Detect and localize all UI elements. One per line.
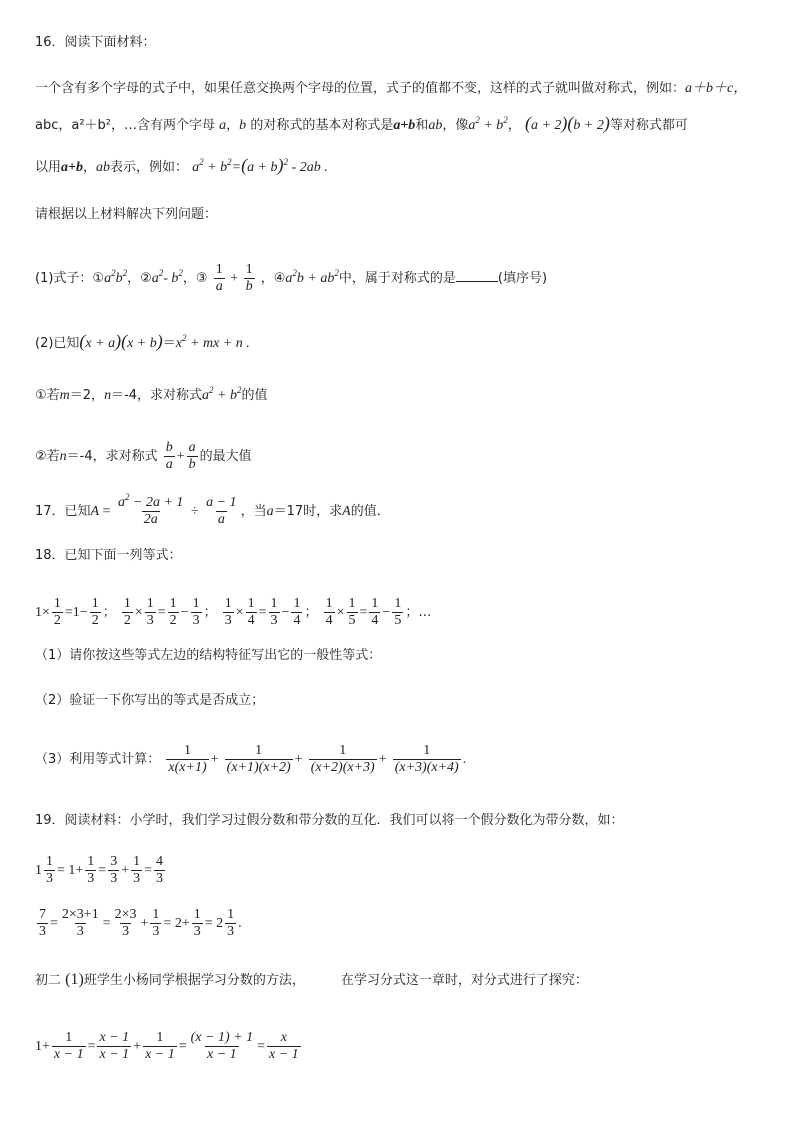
q16-p3-c: 表示，例如： xyxy=(110,160,189,175)
frac-sum-3: $\frac{1}{(x+2)(x+3)}$ xyxy=(310,743,375,775)
q17-d: 的值． xyxy=(350,504,390,519)
var-n-2: n xyxy=(59,449,67,464)
q16-p2-f: ， xyxy=(507,118,521,133)
q18-heading: 18．已知下面一列等式： xyxy=(35,548,182,563)
q16-part2-b: ＝ xyxy=(162,336,176,351)
q18-p3-label: （3）利用等式计算： xyxy=(35,752,161,767)
q16-part1-c: ，③ xyxy=(182,271,208,286)
q16-heading: 16．阅读下面材料： xyxy=(35,35,156,50)
q18-p1: （1）请你按这些等式左边的结构特征写出它的一般性等式： xyxy=(35,648,382,663)
q16-paragraph-line1 xyxy=(35,79,747,99)
expr-a2b-plus-ab2: $a^2b + ab^2$ xyxy=(285,268,339,286)
q19-heading: 19．阅读材料：小学时，我们学习过假分数和带分数的互化．我们可以将一个假分数化为带分数，如： xyxy=(35,813,624,828)
q16-sub2: ②若n＝-4，求对称式 $\frac{b}{a}$ + $\frac{a}{b}$ 的最大值 xyxy=(35,440,252,472)
q18-equations: 1× $\frac{1}{2}$ =1− $\frac{1}{2}$ ； $\frac{1}{2}$ × $\frac{1}{3}$ = $\frac{1}{2}$ − $\frac{1}{3}$ ； $\frac{1}{3}$ × $\frac{1}{4}$ = $\frac{1}{3}$ − $\frac{1}{4}$ ； $\frac{1}{4}$ × $\frac{1}{5}$ = $\frac{1}{4}$ − $\frac{1}{5}$ ；… xyxy=(35,596,432,628)
q18-p3: （3）利用等式计算： $\frac{1}{x(x+1)}$ + $\frac{1}{(x+1)(x+2)}$ + $\frac{1}{(x+2)(x+3)}$ + $\frac{1}{(x+3)(x+4)}$ . xyxy=(35,743,467,775)
frac-sum-1: $\frac{1}{x(x+1)}$ xyxy=(168,743,207,775)
q16-part1-b: ，② xyxy=(127,271,152,286)
var-a: a xyxy=(219,118,227,133)
expr-ab: ab xyxy=(428,118,443,133)
q17-b: ，当 xyxy=(240,504,267,519)
q16-p3-a: 以用 xyxy=(35,160,62,175)
q16-p2-g: 等对称式都可 xyxy=(609,118,688,133)
q17-c: ＝17时，求 xyxy=(273,504,343,519)
expr-ab-2: ab xyxy=(96,160,111,175)
q19-line-b: (1) xyxy=(65,971,84,988)
q16-sub1-c: ＝-4，求对称式 xyxy=(111,388,203,403)
example-identity: $a^2 + b^2=(a + b)^2 - 2ab$ . xyxy=(192,155,328,175)
q16-part2-a: (2)已知 xyxy=(35,336,80,351)
q16-p2-a: abc，a²＋b²，…含有两个字母 xyxy=(35,118,216,133)
q16-part1-f: (填序号) xyxy=(497,271,548,286)
q18-p2: （2）验证一下你写出的等式是否成立； xyxy=(35,693,265,708)
expr-a2-plus-b2: $a^2 + b^2$ xyxy=(468,115,508,133)
q19-line-c: 班学生小杨同学根据学习分数的方法， xyxy=(83,973,305,988)
frac-sum-2: $\frac{1}{(x+1)(x+2)}$ xyxy=(226,743,291,775)
frac-b-over-a: $\frac{b}{a}$ xyxy=(165,440,173,472)
q19-example1: 1 $\frac{1}{3}$ = 1+ $\frac{1}{3}$ = $\frac{3}{3}$ + $\frac{1}{3}$ = $\frac{4}{3}$ xyxy=(35,854,164,886)
frac-q17-1: $\frac{a^2 - 2a + 1}{2a}$ xyxy=(118,492,184,527)
q16-sub2-b: ＝-4，求对称式 xyxy=(66,449,158,464)
q16-p2-b: ， xyxy=(226,118,240,133)
frac-1-over-b: $\frac{1}{b}$ xyxy=(245,262,253,294)
expr-a2-plus-b2-sub1: $a^2 + b^2$ xyxy=(202,385,242,403)
q19-example2: $\frac{7}{3}$ = $\frac{2\times 3+1}{3}$ = $\frac{2\times 3}{3}$ + $\frac{1}{3}$ = 2+ $\frac{1}{3}$ = 2 $\frac{1}{3}$ . xyxy=(39,907,242,939)
q16-paragraph-line2 xyxy=(35,113,688,136)
q16-part1-a: (1)式子：① xyxy=(35,271,105,286)
expr-a2-minus-b2: $a^2-$ $b^2$ xyxy=(151,268,183,286)
q16-sub1-d: 的值 xyxy=(241,388,268,403)
var-A-2: A xyxy=(342,504,351,519)
q19-line-d: 在学习分式这一章时，对分式进行了探究： xyxy=(340,973,588,988)
frac-1-over-a: $\frac{1}{a}$ xyxy=(215,262,223,294)
q16-part1-d: ，④ xyxy=(260,271,286,286)
q16-p1-text: 一个含有多个字母的式子中，如果任意交换两个字母的位置，式子的值都不变，这样的式子就叫做对称式，例如： xyxy=(35,81,686,96)
q16-task-intro: 请根据以上材料解决下列问题： xyxy=(35,207,218,222)
q16-sub1 xyxy=(35,386,268,406)
expr-expanded: $x^2$ + mx + n . xyxy=(175,333,250,351)
q16-p2-d: 和 xyxy=(415,118,429,133)
var-m: m xyxy=(59,388,70,403)
q16-p1-expr: a＋b＋c， xyxy=(685,81,748,96)
var-a-q17: a xyxy=(266,504,274,519)
q16-part1-e: 中，属于对称式的是 xyxy=(338,271,456,286)
q16-sub2-c: 的最大值 xyxy=(199,449,252,464)
q16-paragraph-line3 xyxy=(35,155,328,178)
frac-q17-2: $\frac{a - 1}{a}$ xyxy=(206,495,237,527)
q17-a: 17．已知 xyxy=(35,504,91,519)
expr-a-plus-b-2: a+b xyxy=(61,160,83,175)
q19-example3: 1+ $\frac{1}{x - 1}$ = $\frac{x - 1}{x - 1}$ + $\frac{1}{x - 1}$ = $\frac{(x - 1) + 1}{x - 1}$ = $\frac{x}{x - 1}$ xyxy=(35,1030,299,1062)
answer-blank[interactable] xyxy=(456,269,498,282)
q18-ellipsis: ；… xyxy=(405,605,432,620)
expr-a-plus-b: a+b xyxy=(393,118,416,133)
q16-sub2-a: ②若 xyxy=(35,449,60,464)
q16-p3-b: ， xyxy=(83,160,97,175)
var-b: b xyxy=(239,118,247,133)
frac-sum-4: $\frac{1}{(x+3)(x+4)}$ xyxy=(394,743,459,775)
expr-factored: (x + a)(x + b) xyxy=(79,331,163,351)
q16-part2 xyxy=(35,331,250,354)
var-n: n xyxy=(104,388,112,403)
q16-p2-e: ，像 xyxy=(442,118,469,133)
q16-sub1-a: ①若 xyxy=(35,388,60,403)
expr-a2b2: $a^2b^2$ xyxy=(104,268,128,286)
q16-p2-c: 的对称式的基本对称式是 xyxy=(250,118,394,133)
q16-part1: (1)式子：$①a^2b^2$，$②a^2-$ $b^2$，③ $\frac{1}{a}$ + $\frac{1}{b}$ ，$④a^2b + ab^2$中，属于对称式的是 (填序号) xyxy=(35,262,548,294)
q16-sub1-b: ＝2， xyxy=(69,388,105,403)
q19-line xyxy=(35,970,588,991)
q17: 17．已知A = $\frac{a^2 - 2a + 1}{2a}$ ÷ $\frac{a - 1}{a}$ ，当a＝17时，求A的值． xyxy=(35,492,390,527)
q19-line-a: 初二 xyxy=(35,973,62,988)
expr-product: (a + 2)(b + 2) xyxy=(524,113,610,133)
var-A: A xyxy=(90,504,100,519)
frac-a-over-b: $\frac{a}{b}$ xyxy=(188,440,196,472)
